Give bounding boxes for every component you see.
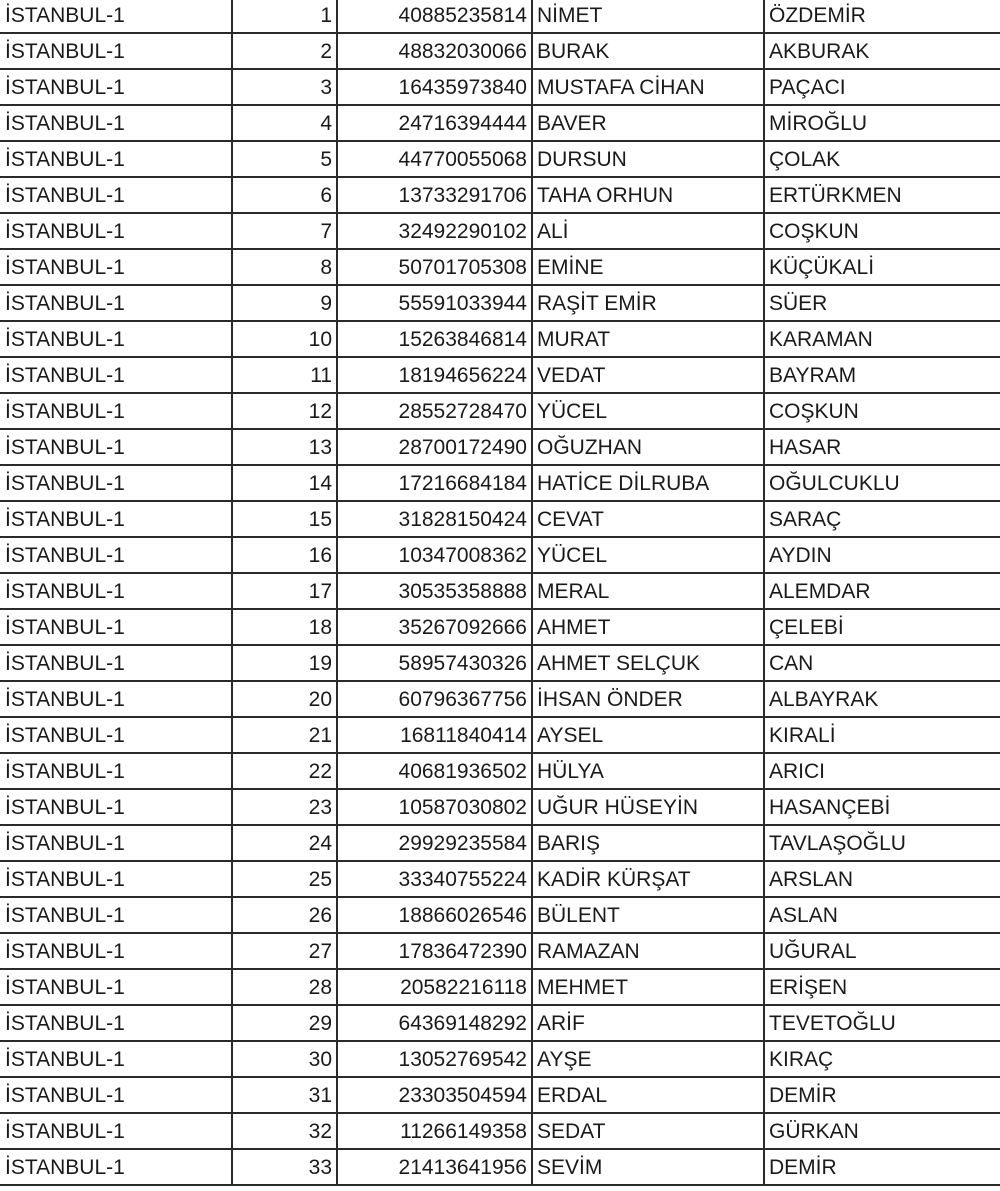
id-number-cell[interactable]: 13733291706 (338, 178, 533, 212)
first-name-cell[interactable]: SEVİM (533, 1150, 765, 1184)
order-number-cell[interactable]: 15 (233, 502, 338, 536)
table-row (0, 970, 1000, 1006)
district-cell[interactable]: İSTANBUL-1 (0, 862, 233, 896)
last-name-cell[interactable]: ÇELEBİ (769, 616, 844, 639)
district-cell[interactable]: İSTANBUL-1 (0, 826, 233, 860)
table-row (0, 286, 1000, 322)
id-number-cell[interactable]: 17216684184 (338, 466, 533, 500)
table-row (0, 250, 1000, 286)
district-cell[interactable]: İSTANBUL-1 (0, 178, 233, 212)
first-name-cell[interactable]: İHSAN ÖNDER (533, 682, 765, 716)
order-number-cell[interactable]: 8 (233, 250, 338, 284)
id-number-cell[interactable]: 15263846814 (338, 322, 533, 356)
first-name-cell[interactable]: RAMAZAN (533, 934, 765, 968)
id-number-cell[interactable]: 28700172490 (338, 430, 533, 464)
first-name-cell[interactable]: HATİCE DİLRUBA (533, 466, 765, 500)
order-number-cell[interactable]: 3 (233, 70, 338, 104)
table-row (0, 538, 1000, 574)
first-name-cell[interactable]: AYSEL (533, 718, 765, 752)
last-name-cell[interactable]: DEMİR (769, 1156, 837, 1179)
district-cell[interactable]: İSTANBUL-1 (0, 70, 233, 104)
last-name-cell[interactable]: GÜRKAN (769, 1120, 859, 1143)
id-number-cell[interactable]: 16435973840 (338, 70, 533, 104)
table-row (0, 466, 1000, 502)
table-row (0, 790, 1000, 826)
id-number-cell[interactable]: 44770055068 (338, 142, 533, 176)
id-number-cell[interactable]: 31828150424 (338, 502, 533, 536)
table-row (0, 1114, 1000, 1150)
district-cell[interactable]: İSTANBUL-1 (0, 1150, 233, 1184)
first-name-cell[interactable]: BARIŞ (533, 826, 765, 860)
district-cell[interactable]: İSTANBUL-1 (0, 142, 233, 176)
last-name-cell[interactable]: COŞKUN (769, 400, 859, 423)
id-number-cell[interactable]: 24716394444 (338, 106, 533, 140)
table-row (0, 754, 1000, 790)
last-name-cell[interactable]: ARSLAN (769, 868, 854, 891)
first-name-cell[interactable]: BURAK (533, 34, 765, 68)
district-cell[interactable]: İSTANBUL-1 (0, 1114, 233, 1148)
district-cell[interactable]: İSTANBUL-1 (0, 466, 233, 500)
table-row (0, 394, 1000, 430)
first-name-cell[interactable]: CEVAT (533, 502, 765, 536)
district-cell[interactable]: İSTANBUL-1 (0, 1006, 233, 1040)
last-name-cell[interactable]: TAVLAŞOĞLU (769, 832, 906, 855)
id-number-cell[interactable]: 58957430326 (338, 646, 533, 680)
order-number-cell[interactable]: 17 (233, 574, 338, 608)
district-cell[interactable]: İSTANBUL-1 (0, 898, 233, 932)
first-name-cell[interactable]: AYŞE (533, 1042, 765, 1076)
table-row (0, 610, 1000, 646)
table-row (0, 718, 1000, 754)
district-cell[interactable]: İSTANBUL-1 (0, 214, 233, 248)
order-number-cell[interactable]: 2 (233, 34, 338, 68)
first-name-cell[interactable]: DURSUN (533, 142, 765, 176)
id-number-cell[interactable]: 17836472390 (338, 934, 533, 968)
order-number-cell[interactable]: 10 (233, 322, 338, 356)
first-name-cell[interactable]: YÜCEL (533, 538, 765, 572)
last-name-cell[interactable]: ALBAYRAK (769, 688, 879, 711)
last-name-cell[interactable]: UĞURAL (769, 940, 857, 963)
last-name-cell[interactable]: ALEMDAR (769, 580, 871, 603)
order-number-cell[interactable]: 13 (233, 430, 338, 464)
id-number-cell[interactable]: 50701705308 (338, 250, 533, 284)
order-number-cell[interactable]: 12 (233, 394, 338, 428)
district-cell[interactable]: İSTANBUL-1 (0, 322, 233, 356)
order-number-cell[interactable]: 9 (233, 286, 338, 320)
order-number-cell[interactable]: 33 (233, 1150, 338, 1184)
last-name-cell[interactable]: ERTÜRKMEN (769, 184, 902, 207)
last-name-cell[interactable]: TEVETOĞLU (769, 1012, 896, 1035)
district-cell[interactable]: İSTANBUL-1 (0, 1078, 233, 1112)
first-name-cell[interactable]: OĞUZHAN (533, 430, 765, 464)
district-cell[interactable]: İSTANBUL-1 (0, 0, 233, 32)
first-name-cell[interactable]: ALİ (533, 214, 765, 248)
id-number-cell[interactable]: 35267092666 (338, 610, 533, 644)
id-number-cell[interactable]: 23303504594 (338, 1078, 533, 1112)
last-name-cell[interactable]: ÖZDEMİR (769, 4, 866, 27)
order-number-cell[interactable]: 16 (233, 538, 338, 572)
first-name-cell[interactable]: ARİF (533, 1006, 765, 1040)
first-name-cell[interactable]: BAVER (533, 106, 765, 140)
table-row (0, 358, 1000, 394)
table-row (0, 898, 1000, 934)
table-row (0, 934, 1000, 970)
first-name-cell[interactable]: MURAT (533, 322, 765, 356)
last-name-cell[interactable]: HASANÇEBİ (769, 796, 891, 819)
last-name-cell[interactable]: ERİŞEN (769, 976, 848, 999)
first-name-cell[interactable]: KADİR KÜRŞAT (533, 862, 765, 896)
table-row (0, 682, 1000, 718)
district-cell[interactable]: İSTANBUL-1 (0, 502, 233, 536)
district-cell[interactable]: İSTANBUL-1 (0, 106, 233, 140)
id-number-cell[interactable]: 40885235814 (338, 0, 533, 32)
first-name-cell[interactable]: NİMET (533, 0, 765, 32)
table-row (0, 826, 1000, 862)
id-number-cell[interactable]: 48832030066 (338, 34, 533, 68)
id-number-cell[interactable]: 32492290102 (338, 214, 533, 248)
table-row (0, 502, 1000, 538)
last-name-cell[interactable]: SARAÇ (769, 508, 842, 531)
order-number-cell[interactable]: 28 (233, 970, 338, 1004)
last-name-cell[interactable]: PAÇACI (769, 76, 846, 99)
last-name-cell[interactable]: KIRAÇ (769, 1048, 834, 1071)
district-cell[interactable]: İSTANBUL-1 (0, 250, 233, 284)
last-name-cell[interactable]: AYDIN (769, 544, 832, 567)
order-number-cell[interactable]: 22 (233, 754, 338, 788)
first-name-cell[interactable]: AHMET SELÇUK (533, 646, 765, 680)
id-number-cell[interactable]: 10347008362 (338, 538, 533, 572)
table-row (0, 178, 1000, 214)
id-number-cell[interactable]: 18194656224 (338, 358, 533, 392)
table-row (0, 0, 1000, 34)
district-cell[interactable]: İSTANBUL-1 (0, 682, 233, 716)
last-name-cell[interactable]: ASLAN (769, 904, 838, 927)
id-number-cell[interactable]: 64369148292 (338, 1006, 533, 1040)
order-number-cell[interactable]: 25 (233, 862, 338, 896)
district-cell[interactable]: İSTANBUL-1 (0, 646, 233, 680)
last-name-cell[interactable]: COŞKUN (769, 220, 859, 243)
district-cell[interactable]: İSTANBUL-1 (0, 430, 233, 464)
id-number-cell[interactable]: 40681936502 (338, 754, 533, 788)
district-cell[interactable]: İSTANBUL-1 (0, 394, 233, 428)
order-number-cell[interactable]: 27 (233, 934, 338, 968)
order-number-cell[interactable]: 26 (233, 898, 338, 932)
table-row (0, 574, 1000, 610)
order-number-cell[interactable]: 5 (233, 142, 338, 176)
table-row (0, 34, 1000, 70)
last-name-cell[interactable]: MİROĞLU (769, 112, 868, 135)
last-name-cell[interactable]: HASAR (769, 436, 842, 459)
order-number-cell[interactable]: 32 (233, 1114, 338, 1148)
last-name-cell[interactable]: KARAMAN (769, 328, 873, 351)
district-cell[interactable]: İSTANBUL-1 (0, 718, 233, 752)
last-name-cell[interactable]: AKBURAK (769, 40, 870, 63)
first-name-cell[interactable]: SEDAT (533, 1114, 765, 1148)
table-row (0, 1006, 1000, 1042)
id-number-cell[interactable]: 16811840414 (338, 718, 533, 752)
table-row (0, 1078, 1000, 1114)
id-number-cell[interactable]: 11266149358 (338, 1114, 533, 1148)
table-row (0, 430, 1000, 466)
last-name-cell[interactable]: KÜÇÜKALİ (769, 256, 875, 279)
table-row (0, 1150, 1000, 1186)
first-name-cell[interactable]: BÜLENT (533, 898, 765, 932)
district-cell[interactable]: İSTANBUL-1 (0, 934, 233, 968)
first-name-cell[interactable]: ERDAL (533, 1078, 765, 1112)
order-number-cell[interactable]: 11 (233, 358, 338, 392)
district-cell[interactable]: İSTANBUL-1 (0, 358, 233, 392)
order-number-cell[interactable]: 14 (233, 466, 338, 500)
order-number-cell[interactable]: 19 (233, 646, 338, 680)
id-number-cell[interactable]: 29929235584 (338, 826, 533, 860)
district-cell[interactable]: İSTANBUL-1 (0, 970, 233, 1004)
table-row (0, 70, 1000, 106)
table-row (0, 322, 1000, 358)
table-row (0, 214, 1000, 250)
id-number-cell[interactable]: 10587030802 (338, 790, 533, 824)
order-number-cell[interactable]: 20 (233, 682, 338, 716)
order-number-cell[interactable]: 30 (233, 1042, 338, 1076)
order-number-cell[interactable]: 4 (233, 106, 338, 140)
order-number-cell[interactable]: 31 (233, 1078, 338, 1112)
last-name-cell[interactable]: ÇOLAK (769, 148, 841, 171)
first-name-cell[interactable]: YÜCEL (533, 394, 765, 428)
last-name-cell[interactable]: BAYRAM (769, 364, 857, 387)
first-name-cell[interactable]: AHMET (533, 610, 765, 644)
order-number-cell[interactable]: 23 (233, 790, 338, 824)
last-name-cell[interactable]: CAN (769, 652, 814, 675)
id-number-cell[interactable]: 21413641956 (338, 1150, 533, 1184)
last-name-cell[interactable]: OĞULCUKLU (769, 472, 900, 495)
order-number-cell[interactable]: 7 (233, 214, 338, 248)
id-number-cell[interactable]: 33340755224 (338, 862, 533, 896)
id-number-cell[interactable]: 30535358888 (338, 574, 533, 608)
district-cell[interactable]: İSTANBUL-1 (0, 34, 233, 68)
first-name-cell[interactable]: MERAL (533, 574, 765, 608)
id-number-cell[interactable]: 60796367756 (338, 682, 533, 716)
id-number-cell[interactable]: 20582216118 (338, 970, 533, 1004)
table-row (0, 646, 1000, 682)
first-name-cell[interactable]: MUSTAFA CİHAN (533, 70, 765, 104)
table-row (0, 142, 1000, 178)
id-number-cell[interactable]: 28552728470 (338, 394, 533, 428)
first-name-cell[interactable]: EMİNE (533, 250, 765, 284)
order-number-cell[interactable]: 29 (233, 1006, 338, 1040)
order-number-cell[interactable]: 21 (233, 718, 338, 752)
first-name-cell[interactable]: TAHA ORHUN (533, 178, 765, 212)
first-name-cell[interactable]: RAŞİT EMİR (533, 286, 765, 320)
id-number-cell[interactable]: 18866026546 (338, 898, 533, 932)
district-cell[interactable]: İSTANBUL-1 (0, 1042, 233, 1076)
last-name-cell[interactable]: DEMİR (769, 1084, 837, 1107)
first-name-cell[interactable]: UĞUR HÜSEYİN (533, 790, 765, 824)
order-number-cell[interactable]: 24 (233, 826, 338, 860)
table-row (0, 1042, 1000, 1078)
district-cell[interactable]: İSTANBUL-1 (0, 574, 233, 608)
order-number-cell[interactable]: 1 (233, 0, 338, 32)
order-number-cell[interactable]: 18 (233, 610, 338, 644)
last-name-cell[interactable]: KIRALİ (769, 724, 836, 747)
first-name-cell[interactable]: MEHMET (533, 970, 765, 1004)
district-cell[interactable]: İSTANBUL-1 (0, 754, 233, 788)
district-cell[interactable]: İSTANBUL-1 (0, 790, 233, 824)
first-name-cell[interactable]: VEDAT (533, 358, 765, 392)
district-cell[interactable]: İSTANBUL-1 (0, 610, 233, 644)
order-number-cell[interactable]: 6 (233, 178, 338, 212)
table-row (0, 106, 1000, 142)
district-cell[interactable]: İSTANBUL-1 (0, 538, 233, 572)
first-name-cell[interactable]: HÜLYA (533, 754, 765, 788)
id-number-cell[interactable]: 13052769542 (338, 1042, 533, 1076)
district-cell[interactable]: İSTANBUL-1 (0, 286, 233, 320)
id-number-cell[interactable]: 55591033944 (338, 286, 533, 320)
last-name-cell[interactable]: SÜER (769, 292, 828, 315)
last-name-cell[interactable]: ARICI (769, 760, 826, 783)
table-row (0, 862, 1000, 898)
